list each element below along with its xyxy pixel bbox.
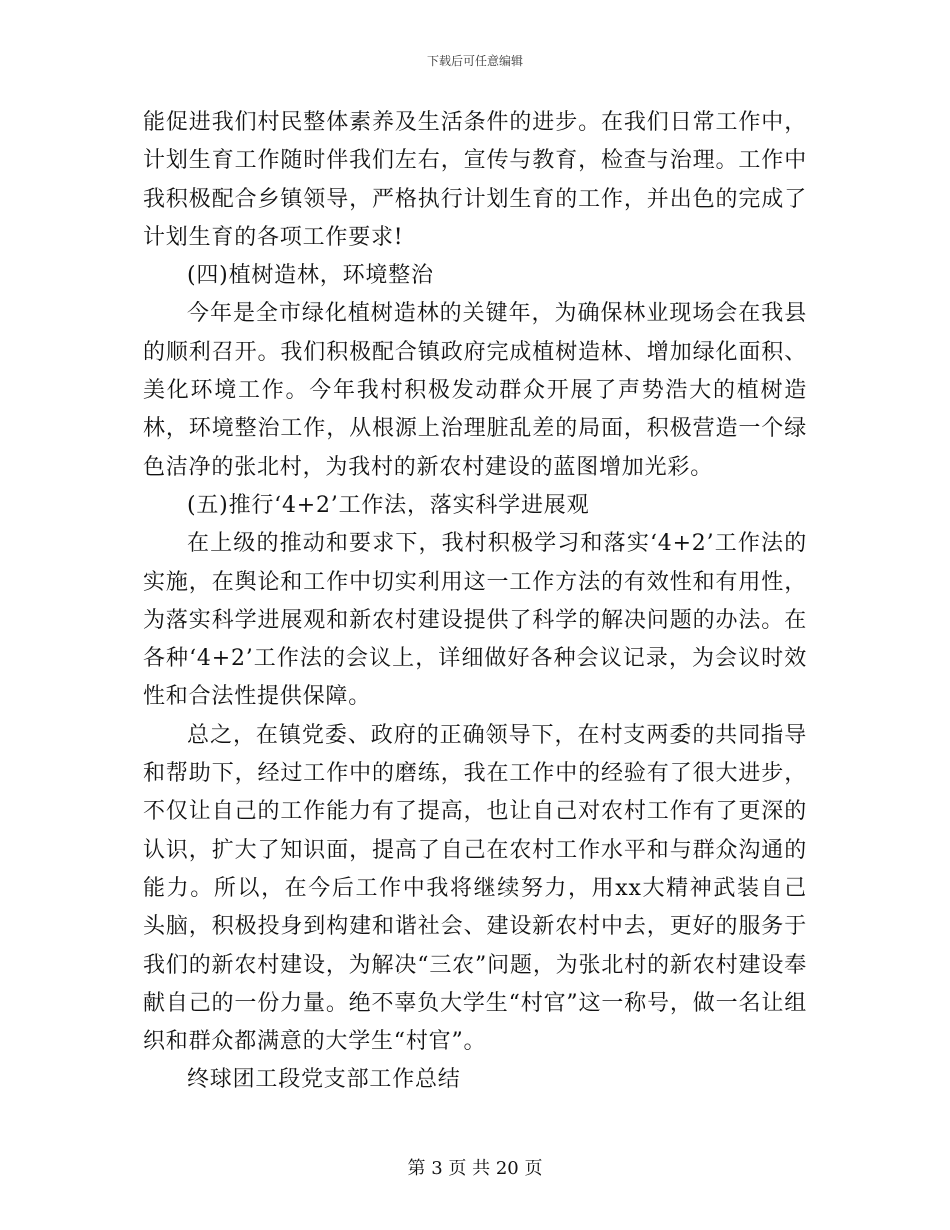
paragraph-tree-planting: 今年是全市绿化植树造林的关键年，为确保林业现场会在我县的顺利召开。我们积极配合镇政府完成植树造林、增加绿化面积、美化环境工作。今年我村积极发动群众开展了声势浩大的植树造林，环境整治工作，从根源上治理脏乱差的局面，积极营造一个绿色洁净的张北村，为我村的新农村建设的蓝图增加光彩。 (143, 301, 807, 480)
paragraph-family-planning: 能促进我们村民整体素养及生活条件的进步。在我们日常工作中，计划生育工作随时伴我们左右，宣传与教育，检查与治理。工作中我积极配合乡镇领导，严格执行计划生育的工作，并出色的完成了计划生育的各项工作要求! (143, 110, 807, 250)
heading-tree-planting: (四)植树造林，环境整治 (187, 263, 434, 289)
header-note: 下载后可任意编辑 (426, 54, 523, 68)
page-number: 第 3 页 共 20 页 (407, 1158, 543, 1179)
next-document-title: 终球团工段党支部工作总结 (187, 1067, 461, 1093)
paragraph-work-method: 在上级的推动和要求下，我村积极学习和落实‘4+2’工作法的实施，在舆论和工作中切实利用这一工作方法的有效性和有用性，为落实科学进展观和新农村建设提供了科学的解决问题的办法。在各种‘4+2’工作法的会议上，详细做好各种会议记录，为会议时效性和合法性提供保障。 (143, 531, 807, 710)
document-body (143, 104, 807, 1100)
heading-work-method: (五)推行‘4+2’工作法，落实科学进展观 (187, 492, 590, 518)
paragraph-conclusion: 总之，在镇党委、政府的正确领导下，在村支两委的共同指导和帮助下，经过工作中的磨练，我在工作中的经验有了很大进步，不仅让自己的工作能力有了提高，也让自己对农村工作有了更深的认识，扩大了知识面，提高了自己在农村工作水平和与群众沟通的能力。所以，在今后工作中我将继续努力，用xx大精神武装自己头脑，积极投身到构建和谐社会、建设新农村中去，更好的服务于我们的新农村建设，为解决“三农”问题，为张北村的新农村建设奉献自己的一份力量。绝不辜负大学生“村官”这一称号，做一名让组织和群众都满意的大学生“村官”。 (143, 722, 807, 1055)
